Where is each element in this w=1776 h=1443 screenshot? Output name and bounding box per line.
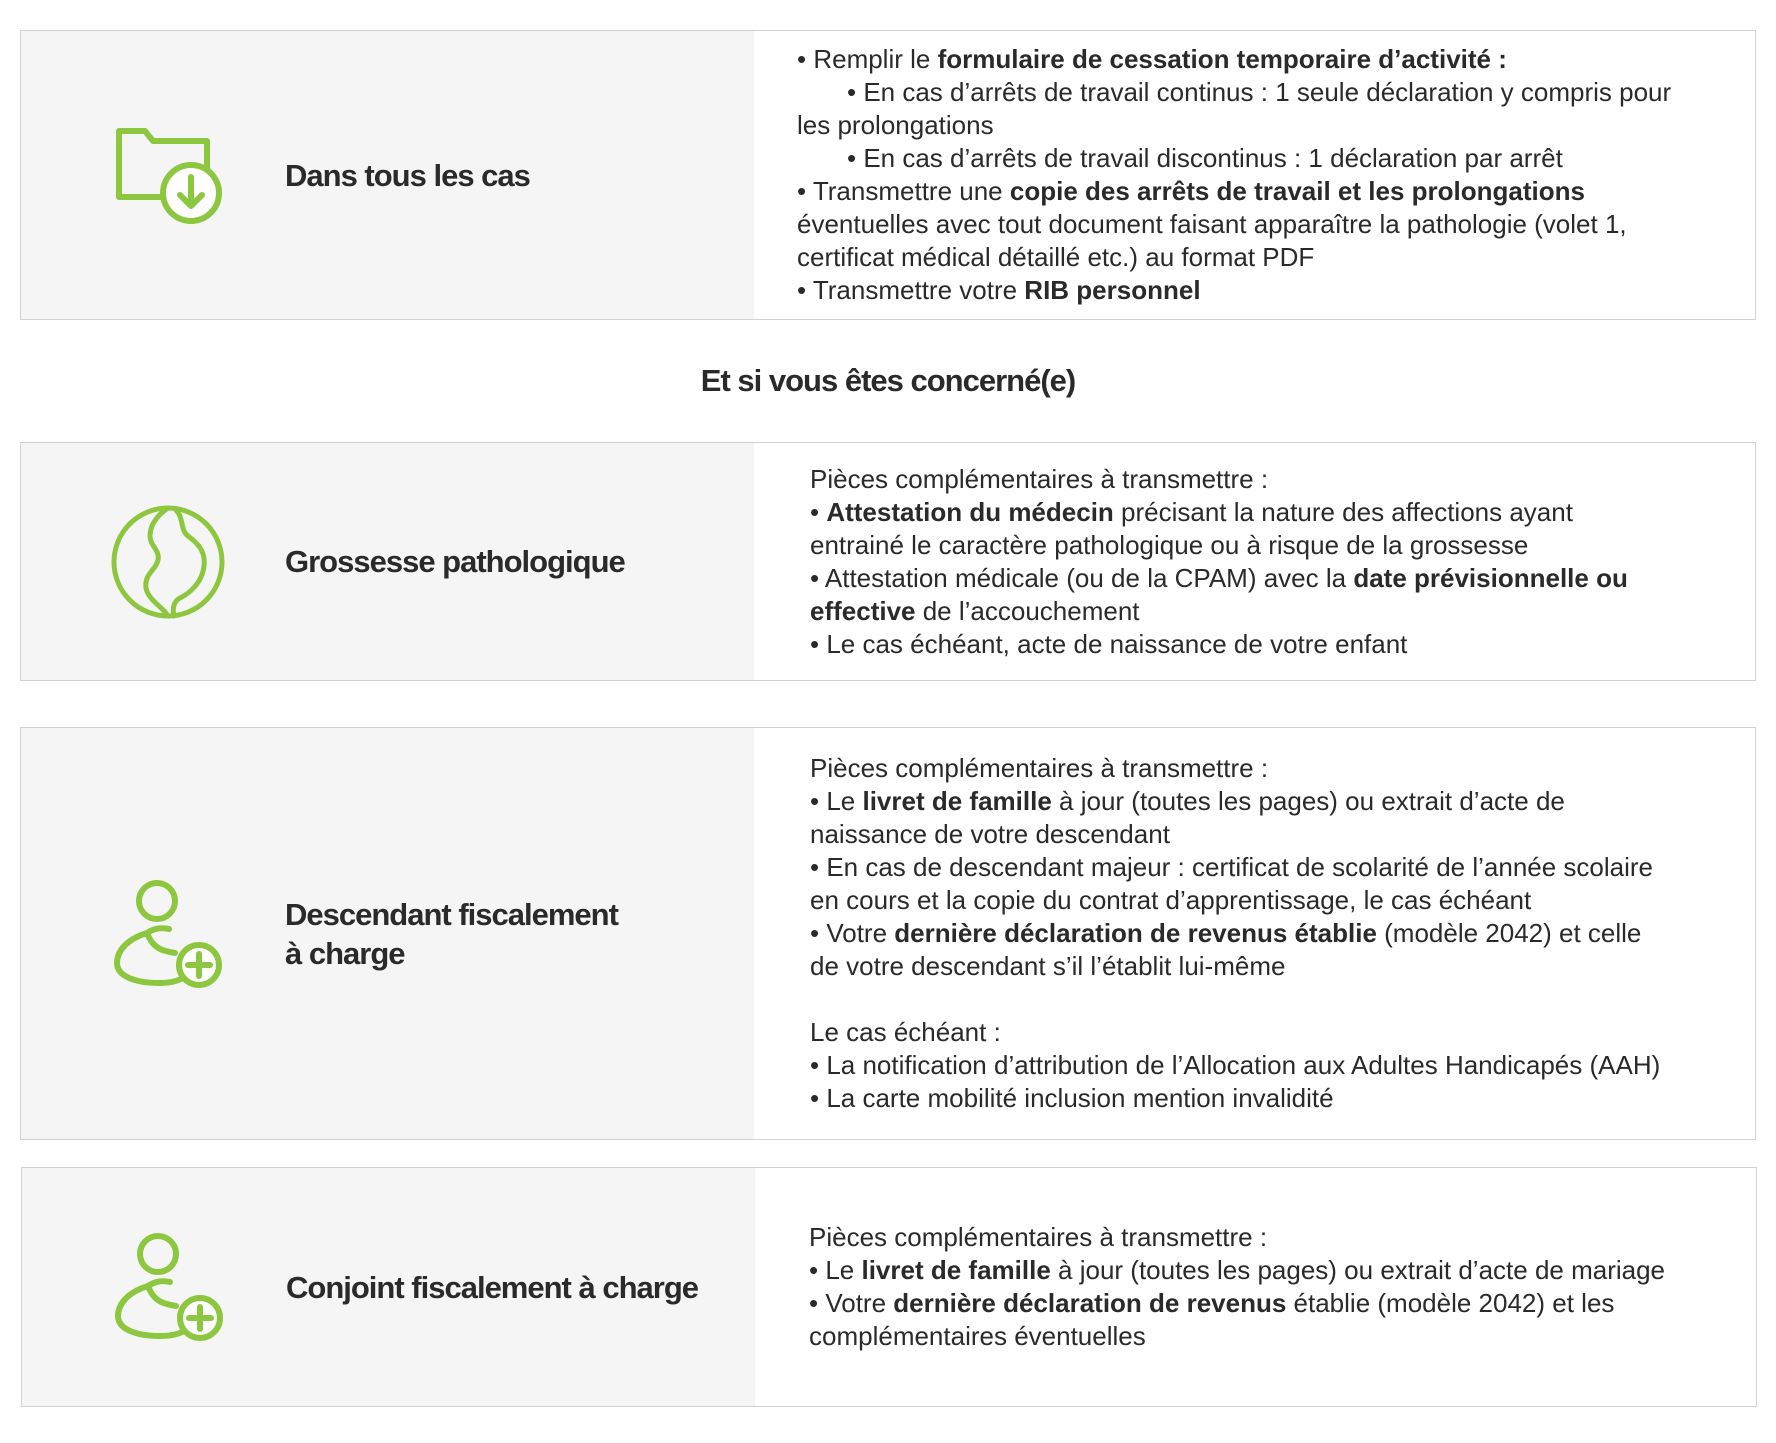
text: • Attestation médicale (ou de la CPAM) avec la <box>810 562 1354 593</box>
text: • Le cas échéant, acte de naissance de votre enfant <box>810 628 1408 659</box>
text: entrainé le caractère pathologique ou à risque de la grossesse <box>810 529 1529 560</box>
text: • La notification d’attribution de l’Allocation aux Adultes Handicapés (AAH) <box>810 1050 1661 1080</box>
text: • En cas de descendant majeur : certificat de scolarité de l’année scolaire <box>810 852 1654 882</box>
card-title <box>285 156 530 195</box>
content-line <box>810 595 1628 628</box>
text: de votre descendant s’il l’établit lui-même <box>810 951 1286 981</box>
text: • Votre <box>810 918 895 948</box>
content-line <box>810 628 1628 661</box>
bold-text: RIB personnel <box>1024 275 1201 305</box>
card-label-panel <box>22 1168 755 1406</box>
section-heading: Et si vous êtes concerné(e) <box>700 363 1076 398</box>
card-content <box>809 1221 1665 1353</box>
card-content <box>797 43 1671 307</box>
paragraph-gap <box>810 983 1660 1016</box>
content-line <box>810 818 1660 851</box>
content-line <box>810 496 1628 529</box>
content-line <box>797 274 1671 307</box>
text: en cours et la copie du contrat d’apprentissage, le cas échéant <box>810 885 1532 915</box>
card-label-panel <box>21 443 754 680</box>
card-pregnancy <box>20 442 1756 681</box>
person-add-icon <box>104 1222 234 1352</box>
text: Pièces complémentaires à transmettre : <box>810 463 1269 494</box>
content-line <box>809 1320 1665 1353</box>
bold-text: livret de famille <box>862 786 1052 816</box>
text: • Transmettre votre <box>797 275 1025 305</box>
card-title <box>285 895 618 973</box>
text: Pièces complémentaires à transmettre : <box>809 1222 1268 1252</box>
content-line <box>809 1287 1665 1320</box>
card-label-panel <box>21 31 754 319</box>
text: à jour (toutes les pages) ou extrait d’acte de mariage <box>1050 1255 1666 1285</box>
card-title-line: Descendant fiscalement <box>285 896 618 932</box>
card-content-panel <box>755 1168 1756 1406</box>
text: • <box>810 496 827 527</box>
card-title-line: Grossesse pathologique <box>285 544 625 579</box>
card-title-line: à charge <box>285 935 405 971</box>
content-line <box>797 175 1671 208</box>
content-line <box>810 529 1628 562</box>
text: établie (modèle 2042) et les <box>1286 1288 1615 1318</box>
content-line <box>797 43 1671 76</box>
text: complémentaires éventuelles <box>809 1321 1146 1351</box>
bold-text: livret de famille <box>861 1255 1051 1285</box>
card-title-line: Conjoint fiscalement à charge <box>286 1269 698 1305</box>
content-line <box>797 142 1671 175</box>
content-line <box>810 562 1628 595</box>
content-line <box>810 752 1660 785</box>
text: Le cas échéant : <box>810 1017 1001 1047</box>
text: précisant la nature des affections ayant <box>1113 496 1573 527</box>
card-dependent-spouse <box>21 1167 1757 1407</box>
content-line <box>810 785 1660 818</box>
text: Pièces complémentaires à transmettre : <box>810 753 1269 783</box>
card-title <box>286 1268 698 1307</box>
card-content-panel <box>754 728 1755 1139</box>
content-line <box>797 76 1671 109</box>
content-line <box>810 851 1660 884</box>
pregnancy-icon <box>103 497 233 627</box>
content-line <box>810 463 1628 496</box>
content-line <box>809 1221 1665 1254</box>
folder-download-icon <box>103 110 233 240</box>
text: certificat médical détaillé etc.) au format PDF <box>797 242 1315 272</box>
text: (modèle 2042) et celle <box>1376 918 1642 948</box>
bold-text: Attestation du médecin <box>826 496 1114 527</box>
text: • La carte mobilité inclusion mention invalidité <box>810 1083 1334 1113</box>
text: naissance de votre descendant <box>810 819 1170 849</box>
text: • En cas d’arrêts de travail continus : 1 seule déclaration y compris pour <box>847 77 1672 107</box>
content-line <box>810 950 1660 983</box>
card-dependent-descendant <box>20 727 1756 1140</box>
content-line <box>797 241 1671 274</box>
text: les prolongations <box>797 110 994 140</box>
content-line <box>810 884 1660 917</box>
bold-text: copie des arrêts de travail et les prolongations <box>1009 176 1585 206</box>
bold-text: date prévisionnelle ou <box>1353 562 1628 593</box>
text: à jour (toutes les pages) ou extrait d’acte de <box>1051 786 1565 816</box>
text: • Votre <box>809 1288 894 1318</box>
card-content-panel <box>754 31 1755 319</box>
card-title <box>285 542 625 581</box>
card-title-line: Dans tous les cas <box>285 157 530 193</box>
card-all-cases <box>20 30 1756 320</box>
bold-text: dernière déclaration de revenus établie <box>894 918 1377 948</box>
content-line <box>810 1049 1660 1082</box>
text: • Le <box>810 786 863 816</box>
text: éventuelles avec tout document faisant apparaître la pathologie (volet 1, <box>797 209 1627 239</box>
text: • Transmettre une <box>797 176 1010 206</box>
bold-text: dernière déclaration de revenus <box>893 1288 1287 1318</box>
card-content-panel <box>754 443 1755 680</box>
text: • Remplir le <box>797 44 938 74</box>
content-line <box>810 917 1660 950</box>
card-content <box>810 752 1660 1115</box>
content-line <box>797 208 1671 241</box>
person-add-icon <box>103 869 233 999</box>
content-line <box>810 1016 1660 1049</box>
text: • En cas d’arrêts de travail discontinus : 1 déclaration par arrêt <box>847 143 1563 173</box>
card-content <box>810 463 1628 661</box>
bold-text: formulaire de cessation temporaire d’activité : <box>937 44 1507 74</box>
content-line <box>809 1254 1665 1287</box>
card-label-panel <box>21 728 754 1139</box>
text: • Le <box>809 1255 862 1285</box>
text: de l’accouchement <box>915 595 1140 626</box>
content-line <box>797 109 1671 142</box>
content-line <box>810 1082 1660 1115</box>
bold-text: effective <box>810 595 916 626</box>
